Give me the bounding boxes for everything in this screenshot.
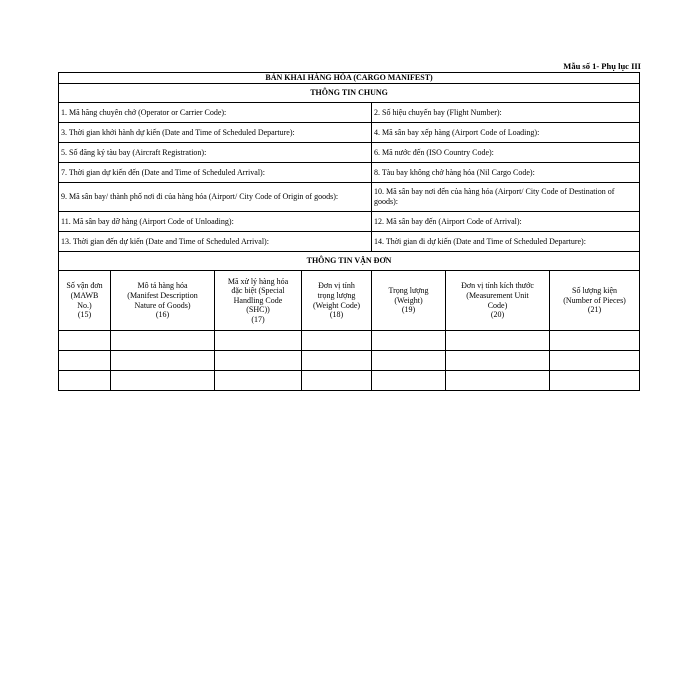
table-cell[interactable] bbox=[446, 371, 550, 391]
table-cell[interactable] bbox=[302, 331, 372, 351]
table-cell[interactable] bbox=[550, 351, 640, 371]
form-title: BẢN KHAI HÀNG HÓA (CARGO MANIFEST) bbox=[59, 73, 640, 84]
table-cell[interactable] bbox=[372, 331, 446, 351]
waybill-data-row bbox=[59, 331, 640, 351]
table-cell[interactable] bbox=[446, 331, 550, 351]
table-cell[interactable] bbox=[302, 351, 372, 371]
table-cell[interactable] bbox=[59, 371, 111, 391]
general-row bbox=[59, 103, 640, 123]
table-cell[interactable] bbox=[372, 351, 446, 371]
col-header-measurement-unit: Đơn vị tính kích thước (Measurement Unit Code) (20) bbox=[446, 271, 550, 331]
field-arrival-airport[interactable]: 12. Mã sân bay đến (Airport Code of Arrival): bbox=[372, 212, 640, 232]
field-expected-arrival[interactable]: 13. Thời gian đến dự kiến (Date and Time of Scheduled Arrival): bbox=[59, 232, 372, 252]
field-scheduled-arrival[interactable]: 7. Thời gian dự kiến đến (Date and Time of Scheduled Arrival): bbox=[59, 163, 372, 183]
general-row bbox=[59, 183, 640, 212]
general-row bbox=[59, 143, 640, 163]
table-cell[interactable] bbox=[111, 331, 215, 351]
field-expected-departure[interactable]: 14. Thời gian đi dự kiến (Date and Time of Scheduled Departure): bbox=[372, 232, 640, 252]
field-scheduled-departure[interactable]: 3. Thời gian khởi hành dự kiến (Date and Time of Scheduled Departure): bbox=[59, 123, 372, 143]
table-cell[interactable] bbox=[215, 331, 302, 351]
general-row bbox=[59, 232, 640, 252]
col-header-pieces: Số lượng kiện (Number of Pieces) (21) bbox=[550, 271, 640, 331]
table-cell[interactable] bbox=[59, 331, 111, 351]
table-cell[interactable] bbox=[302, 371, 372, 391]
field-unloading-airport[interactable]: 11. Mã sân bay dỡ hàng (Airport Code of Unloading): bbox=[59, 212, 372, 232]
field-aircraft-registration[interactable]: 5. Số đăng ký tàu bay (Aircraft Registration): bbox=[59, 143, 372, 163]
field-operator-code[interactable]: 1. Mã hãng chuyên chở (Operator or Carrier Code): bbox=[59, 103, 372, 123]
table-cell[interactable] bbox=[111, 351, 215, 371]
table-cell[interactable] bbox=[215, 351, 302, 371]
table-cell[interactable] bbox=[215, 371, 302, 391]
field-loading-airport[interactable]: 4. Mã sân bay xếp hàng (Airport Code of Loading): bbox=[372, 123, 640, 143]
cargo-manifest-table bbox=[58, 72, 640, 391]
form-reference: Mẫu số 1- Phụ lục III bbox=[563, 61, 641, 71]
general-row bbox=[59, 163, 640, 183]
field-country-code[interactable]: 6. Mã nước đến (ISO Country Code): bbox=[372, 143, 640, 163]
col-header-mawb: Số vận đơn (MAWB No.) (15) bbox=[59, 271, 111, 331]
field-origin-airport[interactable]: 9. Mã sân bay/ thành phố nơi đi của hàng hóa (Airport/ City Code of Origin of goods): bbox=[59, 183, 372, 212]
field-destination-airport[interactable]: 10. Mã sân bay nơi đến của hàng hóa (Airport/ City Code of Destination of goods): bbox=[372, 183, 640, 212]
col-header-description: Mô tả hàng hóa (Manifest Description Nature of Goods) (16) bbox=[111, 271, 215, 331]
table-cell[interactable] bbox=[550, 371, 640, 391]
table-cell[interactable] bbox=[550, 331, 640, 351]
table-cell[interactable] bbox=[111, 371, 215, 391]
col-header-weight-code: Đơn vị tính trọng lượng (Weight Code) (18) bbox=[302, 271, 372, 331]
table-cell[interactable] bbox=[59, 351, 111, 371]
table-cell[interactable] bbox=[446, 351, 550, 371]
waybill-section-header: THÔNG TIN VẬN ĐƠN bbox=[59, 252, 640, 271]
general-section-header: THÔNG TIN CHUNG bbox=[59, 84, 640, 103]
table-cell[interactable] bbox=[372, 371, 446, 391]
general-row bbox=[59, 123, 640, 143]
waybill-header-row bbox=[59, 271, 640, 331]
waybill-data-row bbox=[59, 371, 640, 391]
waybill-data-row bbox=[59, 351, 640, 371]
general-row bbox=[59, 212, 640, 232]
col-header-weight: Trọng lượng (Weight) (19) bbox=[372, 271, 446, 331]
field-nil-cargo-code[interactable]: 8. Tàu bay không chở hàng hóa (Nil Cargo Code): bbox=[372, 163, 640, 183]
col-header-shc: Mã xử lý hàng hóa đặc biệt (Special Handling Code (SHC)) (17) bbox=[215, 271, 302, 331]
field-flight-number[interactable]: 2. Số hiệu chuyến bay (Flight Number): bbox=[372, 103, 640, 123]
